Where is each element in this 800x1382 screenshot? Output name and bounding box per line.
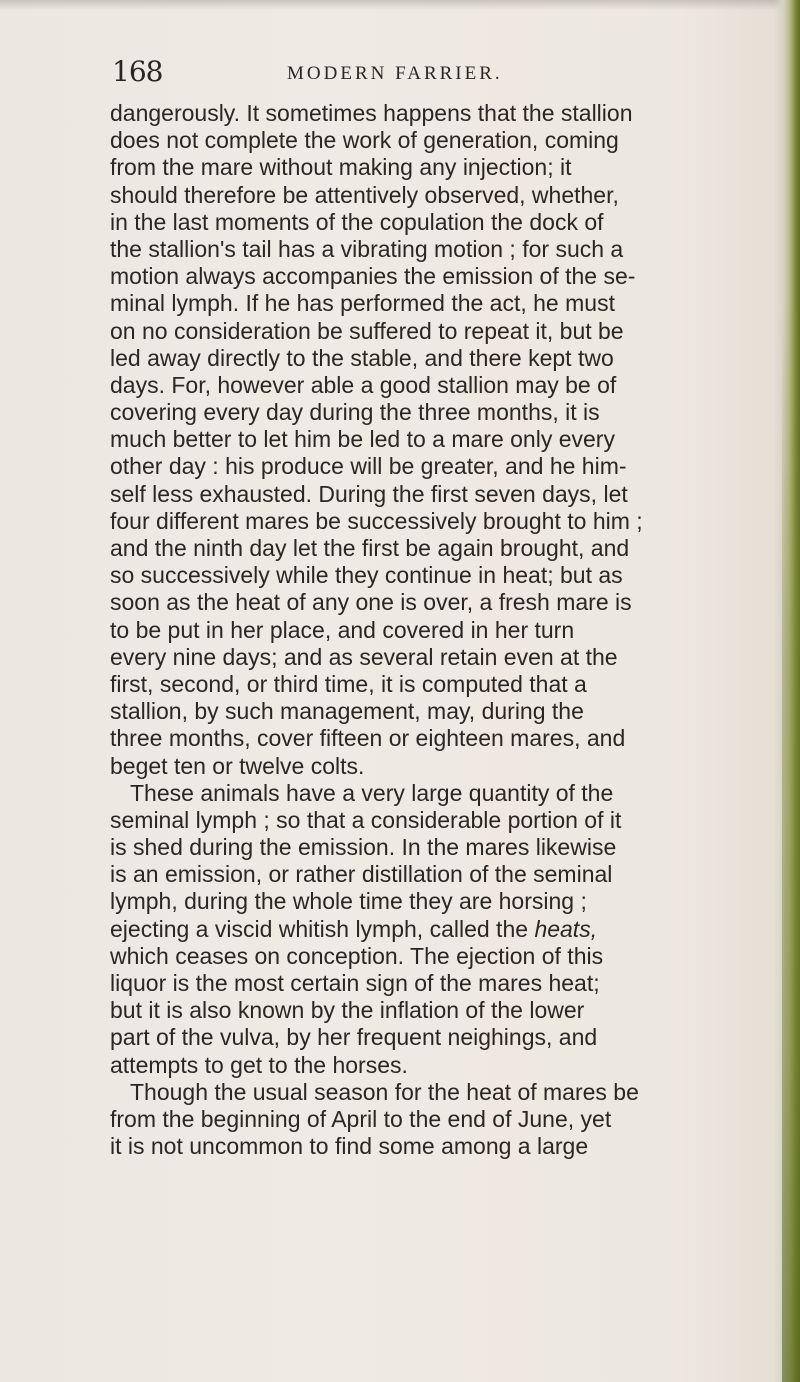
text-line: lymph, during the whole time they are horsing ; (110, 888, 587, 915)
text-line: it is not uncommon to find some among a large (110, 1133, 589, 1160)
text-line: but it is also known by the inflation of the lower (110, 997, 585, 1024)
text-line: motion always accompanies the emission of the se- (110, 263, 636, 290)
page-header (112, 55, 752, 95)
text-line: self less exhausted. During the first seven days, let (110, 480, 628, 507)
text-line: Though the usual season for the heat of mares be (130, 1078, 639, 1105)
running-head: MODERN FARRIER. (287, 63, 503, 84)
text-line: part of the vulva, by her frequent neighings, and (110, 1024, 598, 1051)
text-line: liquor is the most certain sign of the mares heat; (110, 970, 600, 996)
text-line: led away directly to the stable, and there kept two (110, 344, 614, 371)
text-line: minal lymph. If he has performed the act, he must (110, 290, 615, 317)
text-line: seminal lymph ; so that a considerable portion of it (110, 806, 622, 833)
text-line: so successively while they continue in heat; but as (110, 562, 623, 589)
text-line: much better to let him be led to a mare only every (110, 426, 615, 453)
text-line: These animals have a very large quantity of the (130, 779, 614, 806)
italic-term: heats, (534, 915, 598, 942)
text-line: should therefore be attentively observed, whether, (110, 181, 619, 208)
page-number: 168 (112, 55, 163, 88)
text-line: is an emission, or rather distillation of the seminal (110, 861, 613, 888)
text-line: to be put in her place, and covered in her turn (110, 616, 575, 643)
text-line: every nine days; and as several retain even at the (110, 643, 618, 670)
text-line: first, second, or third time, it is computed that a (110, 670, 587, 697)
body-text (110, 100, 790, 1160)
text-line: three months, cover fifteen or eighteen mares, and (110, 725, 626, 752)
text-line-with-italic (110, 916, 790, 943)
text-line: days. For, however able a good stallion may be of (110, 371, 617, 398)
text-line: is shed during the emission. In the mares likewise (110, 834, 617, 861)
text-line: stallion, by such management, may, during the (110, 698, 584, 725)
text-line: soon as the heat of any one is over, a fresh mare is (110, 589, 632, 616)
text-line: dangerously. It sometimes happens that the stallion (110, 100, 633, 126)
text-line: and the ninth day let the first be again brought, and (110, 535, 630, 561)
text-line: four different mares be successively brought to him ; (110, 507, 643, 534)
text-line: other day : his produce will be greater, and he him- (110, 453, 627, 480)
text-line: on no consideration be suffered to repeat it, but be (110, 317, 624, 344)
text-line: which ceases on conception. The ejection of this (110, 942, 604, 969)
text-line: the stallion's tail has a vibrating motion ; for such a (110, 235, 624, 262)
text-line: covering every day during the three months, it is (110, 399, 600, 426)
text-line: from the beginning of April to the end of June, yet (110, 1105, 612, 1132)
text-line: in the last moments of the copulation the dock of (110, 208, 604, 235)
text-line-start: ejecting a viscid whitish lymph, called the (110, 915, 529, 942)
text-line: attempts to get to the horses. (110, 1051, 408, 1078)
text-line: from the mare without making any injection; it (110, 154, 572, 181)
text-line: does not complete the work of generation, coming (110, 127, 619, 154)
text-line: beget ten or twelve colts. (110, 752, 365, 779)
page-top-shadow (0, 0, 800, 10)
